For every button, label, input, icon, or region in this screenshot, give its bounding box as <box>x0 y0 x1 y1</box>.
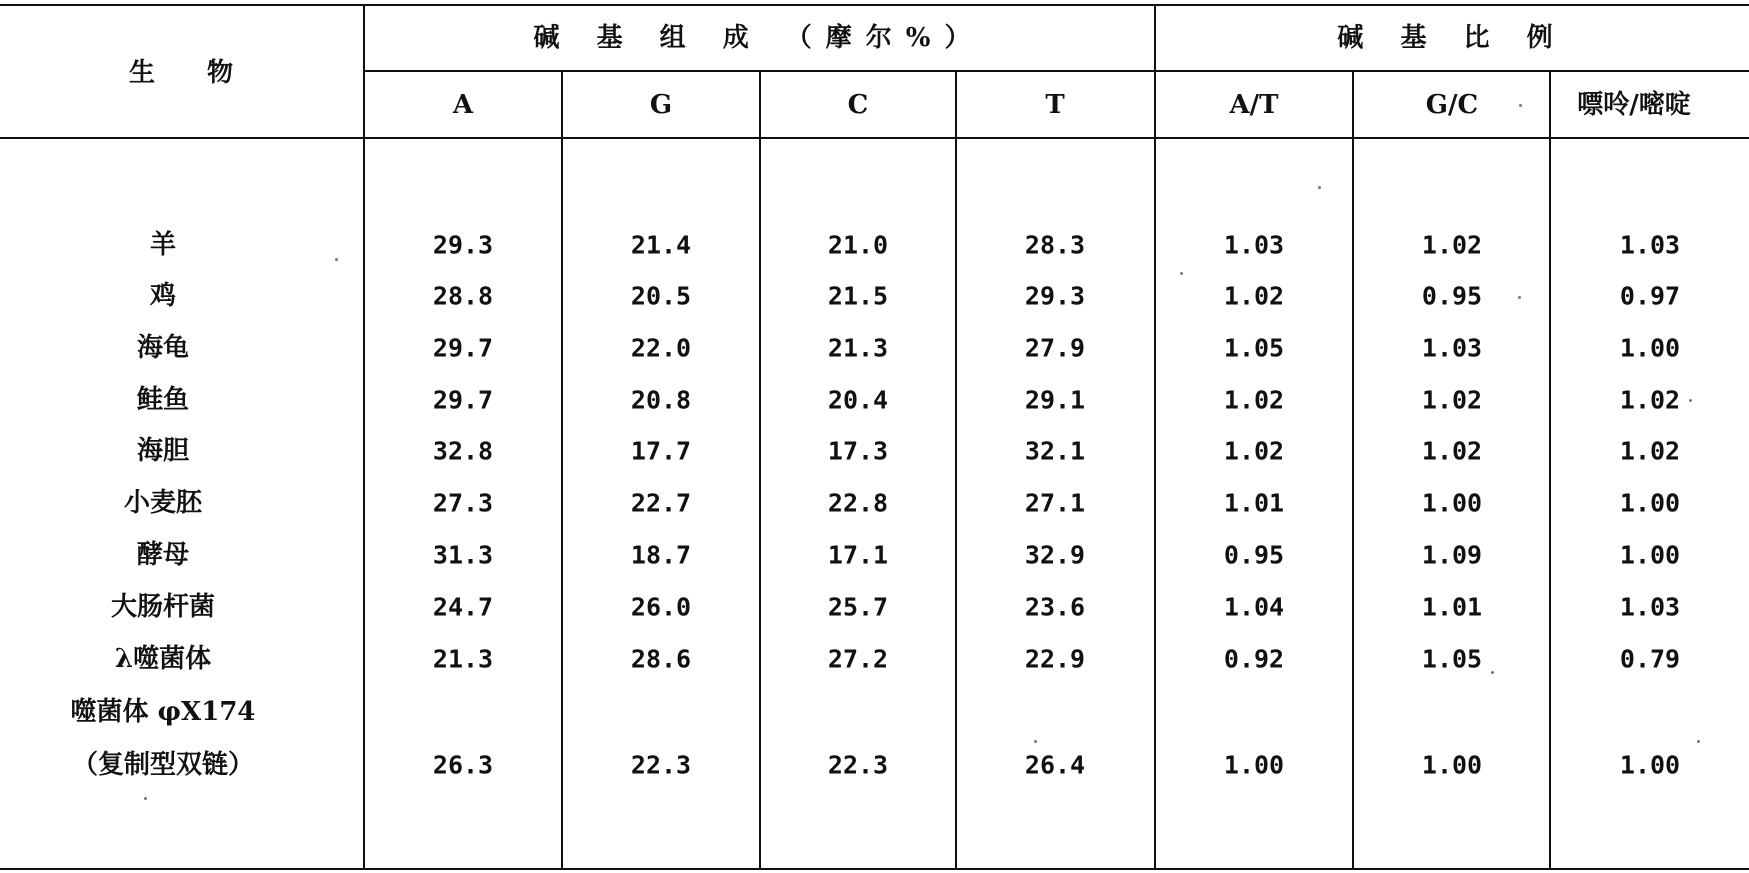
cell-t: 29.1 <box>1024 385 1086 415</box>
column-divider <box>561 70 563 870</box>
column-header-g: G <box>649 90 673 120</box>
cell-g: 20.8 <box>630 385 692 415</box>
scan-speck <box>1318 186 1321 189</box>
scan-speck <box>1518 296 1521 299</box>
cell-g: 22.0 <box>630 333 692 363</box>
cell-a-t-ratio: 1.01 <box>1223 488 1285 518</box>
cell-purine-pyrimidine-ratio: 1.02 <box>1619 385 1681 415</box>
cell-t: 28.3 <box>1024 230 1086 260</box>
column-divider <box>1549 70 1551 870</box>
cell-c: 21.0 <box>827 230 889 260</box>
column-header-t: T <box>1045 90 1065 120</box>
group-header-rule <box>363 70 1749 72</box>
column-divider <box>759 70 761 870</box>
scan-speck <box>335 258 338 261</box>
cell-a-t-ratio: 0.95 <box>1223 540 1285 570</box>
cell-a-t-ratio: 1.05 <box>1223 333 1285 363</box>
cell-purine-pyrimidine-ratio: 1.00 <box>1619 750 1681 780</box>
organism-name: （复制型双链） <box>71 750 255 780</box>
scan-speck <box>1180 272 1183 275</box>
column-header-g-c-ratio: G/C <box>1425 90 1479 120</box>
column-header-a: A <box>452 90 474 120</box>
cell-a: 21.3 <box>432 644 494 674</box>
cell-t: 32.1 <box>1024 436 1086 466</box>
cell-t: 22.9 <box>1024 644 1086 674</box>
cell-g-c-ratio: 1.00 <box>1421 750 1483 780</box>
cell-t: 27.9 <box>1024 333 1086 363</box>
organism-name: 鲑鱼 <box>136 385 190 415</box>
base-composition-group-header: 碱 基 组 成 （摩尔%） <box>533 23 985 53</box>
cell-g: 17.7 <box>630 436 692 466</box>
cell-a: 28.8 <box>432 281 494 311</box>
column-divider <box>1352 70 1354 870</box>
organism-name: 小麦胚 <box>123 488 203 518</box>
top-rule <box>0 4 1749 6</box>
cell-g: 28.6 <box>630 644 692 674</box>
scan-speck <box>1689 399 1692 402</box>
organism-column-header: 生 物 <box>128 58 234 88</box>
base-ratio-group-header: 碱 基 比 例 <box>1337 23 1567 53</box>
bottom-rule <box>0 868 1749 870</box>
cell-g-c-ratio: 1.02 <box>1421 436 1483 466</box>
cell-purine-pyrimidine-ratio: 1.00 <box>1619 488 1681 518</box>
scan-speck <box>1697 740 1700 743</box>
cell-g-c-ratio: 1.02 <box>1421 230 1483 260</box>
column-divider <box>1154 4 1156 870</box>
scan-speck <box>1034 740 1037 743</box>
cell-a-t-ratio: 1.03 <box>1223 230 1285 260</box>
cell-c: 21.5 <box>827 281 889 311</box>
cell-t: 27.1 <box>1024 488 1086 518</box>
cell-t: 32.9 <box>1024 540 1086 570</box>
cell-purine-pyrimidine-ratio: 0.97 <box>1619 281 1681 311</box>
column-header-c: C <box>847 90 869 120</box>
cell-c: 21.3 <box>827 333 889 363</box>
cell-c: 27.2 <box>827 644 889 674</box>
cell-g: 22.3 <box>630 750 692 780</box>
scan-speck <box>1491 671 1494 674</box>
cell-a: 31.3 <box>432 540 494 570</box>
organism-name: 羊 <box>149 230 177 260</box>
cell-a: 26.3 <box>432 750 494 780</box>
cell-g: 18.7 <box>630 540 692 570</box>
cell-a: 29.7 <box>432 385 494 415</box>
cell-t: 23.6 <box>1024 592 1086 622</box>
cell-g: 21.4 <box>630 230 692 260</box>
scan-speck <box>144 797 147 800</box>
cell-g: 22.7 <box>630 488 692 518</box>
organism-name: 海龟 <box>136 333 190 363</box>
cell-t: 26.4 <box>1024 750 1086 780</box>
cell-g: 26.0 <box>630 592 692 622</box>
column-header-purine-pyrimidine-ratio: 嘌呤/嘧啶 <box>1577 90 1691 120</box>
header-bottom-rule <box>0 137 1749 139</box>
cell-g-c-ratio: 1.01 <box>1421 592 1483 622</box>
scan-speck <box>1519 104 1522 107</box>
cell-a-t-ratio: 0.92 <box>1223 644 1285 674</box>
organism-name: 噬菌体 φX174 <box>70 697 256 727</box>
cell-a: 29.7 <box>432 333 494 363</box>
cell-a: 32.8 <box>432 436 494 466</box>
cell-a-t-ratio: 1.00 <box>1223 750 1285 780</box>
cell-g-c-ratio: 1.00 <box>1421 488 1483 518</box>
column-header-a-t-ratio: A/T <box>1229 90 1279 120</box>
cell-g-c-ratio: 1.02 <box>1421 385 1483 415</box>
cell-c: 17.3 <box>827 436 889 466</box>
organism-name: 大肠杆菌 <box>110 592 216 622</box>
organism-name: 酵母 <box>136 540 190 570</box>
cell-a-t-ratio: 1.02 <box>1223 281 1285 311</box>
cell-a-t-ratio: 1.02 <box>1223 385 1285 415</box>
cell-a: 29.3 <box>432 230 494 260</box>
cell-a-t-ratio: 1.04 <box>1223 592 1285 622</box>
cell-g: 20.5 <box>630 281 692 311</box>
cell-purine-pyrimidine-ratio: 1.00 <box>1619 333 1681 363</box>
organism-name: 海胆 <box>136 436 190 466</box>
cell-purine-pyrimidine-ratio: 1.03 <box>1619 230 1681 260</box>
cell-a: 24.7 <box>432 592 494 622</box>
cell-g-c-ratio: 1.05 <box>1421 644 1483 674</box>
cell-purine-pyrimidine-ratio: 0.79 <box>1619 644 1681 674</box>
cell-a-t-ratio: 1.02 <box>1223 436 1285 466</box>
cell-c: 17.1 <box>827 540 889 570</box>
cell-a: 27.3 <box>432 488 494 518</box>
cell-c: 22.3 <box>827 750 889 780</box>
cell-c: 22.8 <box>827 488 889 518</box>
column-divider <box>955 70 957 870</box>
cell-g-c-ratio: 1.09 <box>1421 540 1483 570</box>
cell-g-c-ratio: 1.03 <box>1421 333 1483 363</box>
cell-purine-pyrimidine-ratio: 1.02 <box>1619 436 1681 466</box>
organism-name: λ噬菌体 <box>114 644 212 674</box>
cell-purine-pyrimidine-ratio: 1.03 <box>1619 592 1681 622</box>
organism-name: 鸡 <box>149 281 177 311</box>
cell-g-c-ratio: 0.95 <box>1421 281 1483 311</box>
cell-purine-pyrimidine-ratio: 1.00 <box>1619 540 1681 570</box>
cell-c: 20.4 <box>827 385 889 415</box>
column-divider <box>363 4 365 870</box>
cell-t: 29.3 <box>1024 281 1086 311</box>
cell-c: 25.7 <box>827 592 889 622</box>
